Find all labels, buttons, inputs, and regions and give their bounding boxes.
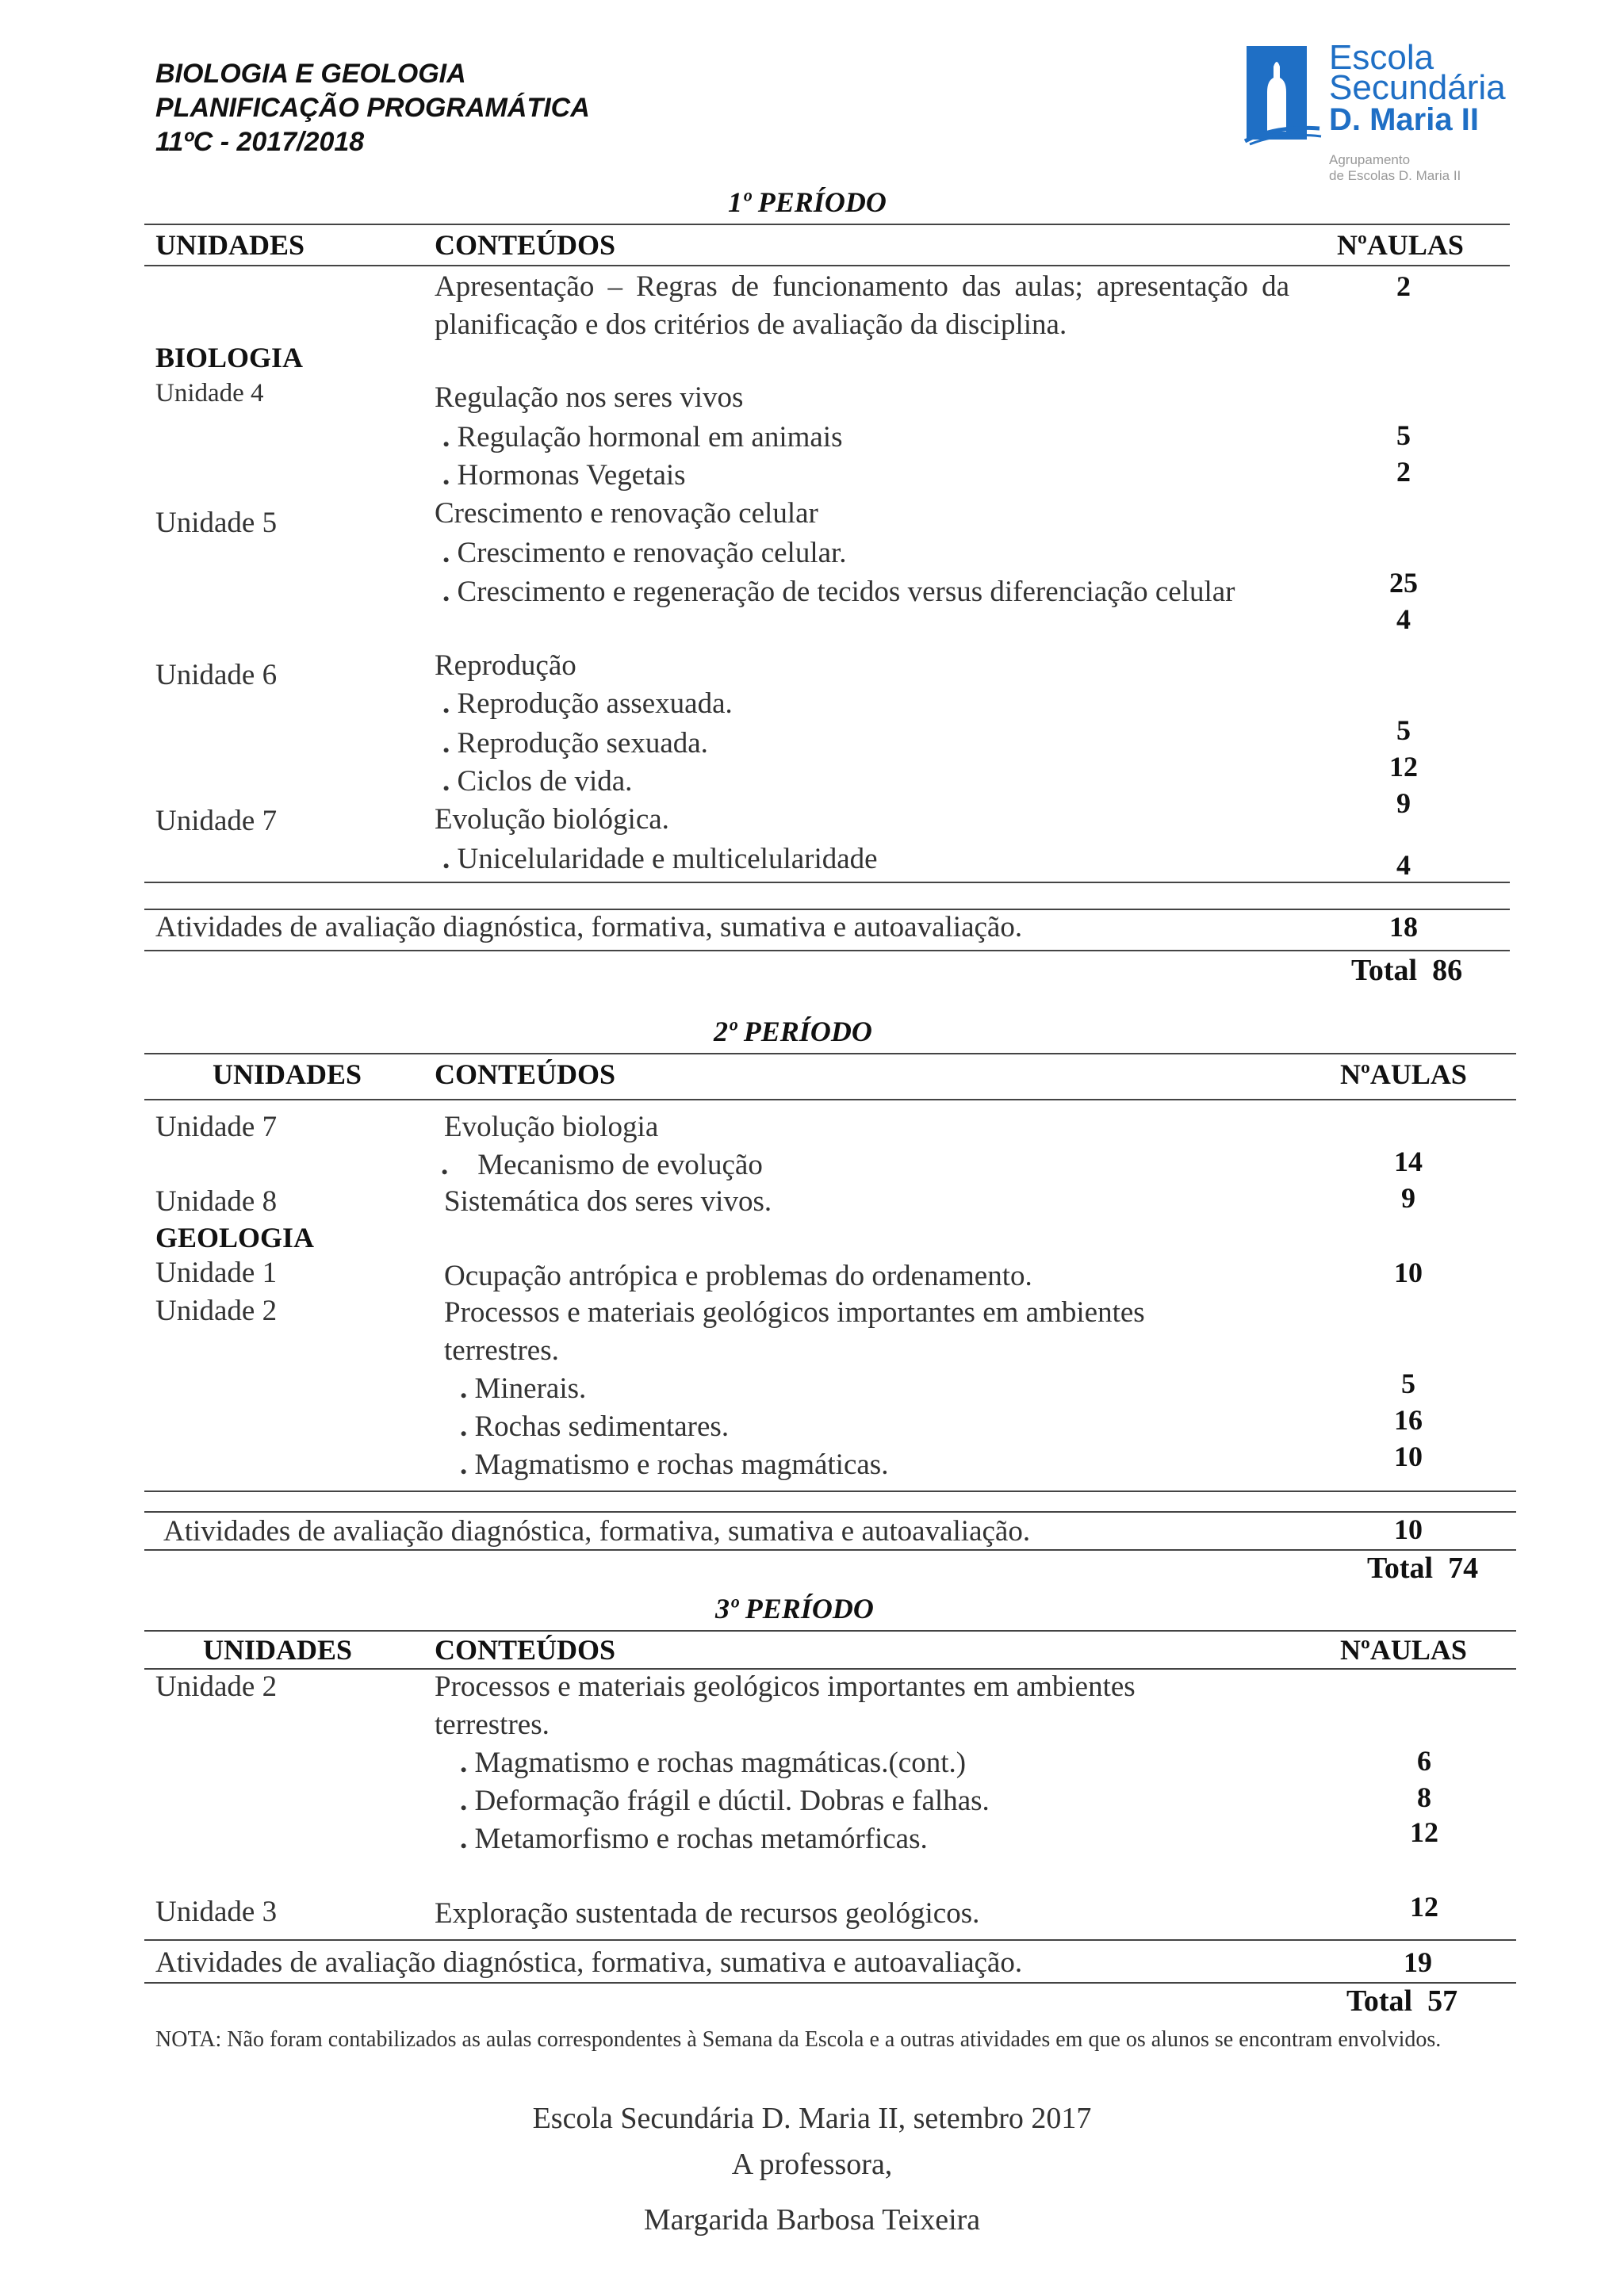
p1-intro: Apresentação – Regras de funcionamento das aulas; apresentação da planificação e dos critérios de avaliação da disciplina. [435, 270, 1289, 341]
logo-sub-1: Agrupamento [1329, 152, 1411, 167]
p1-u6-item-1 [442, 687, 733, 721]
divider [144, 1511, 1516, 1513]
p1-u6-aulas-3: 9 [1396, 787, 1411, 819]
bullet: . [442, 421, 450, 453]
p2-unit-8: Unidade 8 [155, 1185, 278, 1218]
p2-g2-item-3-label: Magmatismo e rochas magmáticas. [474, 1448, 889, 1481]
col-header-unidades: UNIDADES [155, 229, 305, 261]
col-header-conteudos: CONTEÚDOS [435, 1634, 616, 1666]
p1-unit-5: Unidade 5 [155, 507, 278, 539]
p2-g2-item-2-label: Rochas sedimentares. [474, 1410, 730, 1443]
p1-u7-item-1-aulas: 4 [1396, 849, 1411, 881]
p2-avaliacao: Atividades de avaliação diagnóstica, formativa, sumativa e autoavaliação. [163, 1515, 1031, 1548]
bullet: . [442, 765, 450, 798]
p1-u4-item-1 [442, 420, 843, 454]
p1-intro-aulas: 2 [1396, 270, 1411, 302]
divider [144, 1630, 1516, 1632]
p1-u5-item-1 [442, 536, 847, 570]
p3-u2-item-3 [460, 1822, 928, 1856]
p2-g2-item-1-label: Minerais. [474, 1372, 587, 1405]
p1-u5-title: Crescimento e renovação celular [435, 497, 818, 530]
col-header-conteudos: CONTEÚDOS [435, 1058, 616, 1090]
p2-u7-item-1 [441, 1148, 763, 1182]
p1-u5-item-2-label: Crescimento e regeneração de tecidos versus diferenciação celular [457, 576, 1235, 608]
bullet: . [460, 1747, 468, 1779]
p2-unit-1: Unidade 1 [155, 1257, 278, 1289]
logo-name-3: D. Maria II [1329, 102, 1479, 137]
p1-total [1351, 953, 1462, 988]
p2-g2-item-2 [460, 1410, 729, 1444]
period-2-title: 2º PERÍODO [714, 1016, 872, 1047]
p1-u4-item-2-label: Hormonas Vegetais [457, 459, 686, 492]
p2-total [1367, 1551, 1478, 1586]
p1-u7-item-1 [442, 842, 878, 876]
bullet: . [460, 1785, 468, 1817]
p1-u4-item-1-label: Regulação hormonal em animais [457, 421, 843, 453]
p3-total [1346, 1984, 1457, 2019]
bullet: . [442, 843, 450, 875]
divider [144, 950, 1510, 951]
p3-u2-title-1: Processos e materiais geológicos importantes em ambientes [435, 1670, 1136, 1703]
footer-place-date: Escola Secundária D. Maria II, setembro 2017 [532, 2102, 1092, 2135]
p2-avaliacao-aulas: 10 [1394, 1513, 1423, 1545]
logo-name-1: Escola [1329, 38, 1434, 77]
p1-u4-title: Regulação nos seres vivos [435, 381, 744, 414]
bullet: . [442, 727, 450, 760]
p2-g2-title-1: Processos e materiais geológicos importantes em ambientes [444, 1296, 1145, 1329]
divider [144, 1099, 1516, 1100]
p2-total-value: 74 [1448, 1552, 1479, 1585]
p2-u8-aulas: 9 [1401, 1182, 1415, 1214]
p1-u5-aulas-2: 4 [1396, 603, 1411, 635]
divider [144, 1939, 1516, 1941]
p3-u2-item-1-aulas: 6 [1417, 1745, 1431, 1777]
col-header-conteudos: CONTEÚDOS [435, 229, 616, 261]
p1-unit-6: Unidade 6 [155, 659, 278, 691]
p3-u2-item-2-aulas: 8 [1417, 1781, 1431, 1813]
bullet: . [460, 1372, 468, 1405]
nota: NOTA: Não foram contabilizados as aulas correspondentes à Semana da Escola e a outras atividades em que os alunos se encontram envolvidos. [155, 2027, 1442, 2052]
p1-total-value: 86 [1432, 954, 1463, 987]
bullet: . [460, 1448, 468, 1481]
p3-u2-item-3-label: Metamorfismo e rochas metamórficas. [474, 1823, 928, 1855]
p2-u7-item-1-aulas: 14 [1394, 1146, 1423, 1177]
p1-u4-item-1-aulas: 5 [1396, 419, 1411, 451]
p2-g1-aulas: 10 [1394, 1257, 1423, 1288]
p1-u5-aulas-1: 25 [1389, 567, 1418, 599]
p3-u2-item-1-label: Magmatismo e rochas magmáticas.(cont.) [474, 1747, 967, 1779]
p1-u6-item-3-label: Ciclos de vida. [457, 765, 633, 798]
period-3-title: 3º PERÍODO [715, 1593, 874, 1624]
p1-u6-item-2-label: Reprodução sexuada. [457, 727, 708, 760]
bullet: . [442, 576, 450, 608]
p1-u6-item-1-label: Reprodução assexuada. [457, 687, 733, 720]
bullet: . [442, 537, 450, 569]
footer-signature: Margarida Barbosa Teixeira [643, 2203, 981, 2237]
p3-avaliacao-aulas: 19 [1404, 1946, 1432, 1978]
p1-avaliacao-aulas: 18 [1389, 911, 1418, 943]
divider [144, 265, 1510, 266]
p2-g2-item-2-aulas: 16 [1394, 1404, 1423, 1436]
p2-g2-item-1 [460, 1372, 586, 1406]
p2-g2-item-1-aulas: 5 [1401, 1368, 1415, 1399]
footer-role: A professora, [731, 2148, 893, 2181]
p1-unit-7: Unidade 7 [155, 805, 278, 837]
col-header-aulas: NºAULAS [1340, 1634, 1467, 1666]
bullet: . [442, 459, 450, 492]
p2-unit-2: Unidade 2 [155, 1295, 278, 1327]
p1-u5-item-2 [442, 574, 1313, 610]
p2-g2-title-2: terrestres. [444, 1334, 559, 1367]
bullet: . [442, 687, 450, 720]
school-logo [1243, 38, 1553, 192]
p3-u2-item-1 [460, 1746, 966, 1780]
p1-u4-item-2-aulas: 2 [1396, 456, 1411, 488]
doc-title: PLANIFICAÇÃO PROGRAMÁTICA [155, 93, 590, 123]
p1-u6-title: Reprodução [435, 649, 576, 682]
p3-u3-title: Exploração sustentada de recursos geológicos. [435, 1897, 980, 1930]
divider [144, 224, 1510, 225]
col-header-unidades: UNIDADES [213, 1058, 362, 1090]
p1-u7-item-1-label: Unicelularidade e multicelularidade [457, 843, 878, 875]
p1-section-biologia: BIOLOGIA [155, 342, 304, 373]
p2-g2-item-3-aulas: 10 [1394, 1441, 1423, 1472]
p3-unit-2: Unidade 2 [155, 1670, 278, 1703]
doc-subject: BIOLOGIA E GEOLOGIA [155, 59, 466, 89]
logo-name-2: Secundária [1329, 68, 1506, 107]
p2-g2-item-3 [460, 1448, 888, 1482]
p3-total-label: Total [1346, 1984, 1413, 2018]
logo-sub-2: de Escolas D. Maria II [1329, 168, 1461, 183]
p1-u6-item-2 [442, 726, 708, 760]
bullet: . [441, 1149, 449, 1181]
p1-avaliacao: Atividades de avaliação diagnóstica, formativa, sumativa e autoavaliação. [155, 911, 1023, 943]
p1-u6-item-3 [442, 764, 632, 798]
col-header-aulas: NºAULAS [1337, 229, 1464, 261]
p2-section-geologia: GEOLOGIA [155, 1222, 315, 1253]
p1-u6-aulas-1: 5 [1396, 714, 1411, 746]
divider [144, 1490, 1516, 1492]
col-header-aulas: NºAULAS [1340, 1058, 1467, 1090]
bullet: . [460, 1823, 468, 1855]
p2-u7-title: Evolução biologia [444, 1111, 659, 1143]
p1-unit-4: Unidade 4 [155, 379, 264, 408]
p3-u2-title-2: terrestres. [435, 1709, 550, 1741]
p3-u2-item-2-label: Deformação frágil e dúctil. Dobras e falhas. [474, 1785, 990, 1817]
p1-u5-item-1-label: Crescimento e renovação celular. [457, 537, 847, 569]
p1-total-label: Total [1351, 954, 1418, 987]
divider [144, 1982, 1516, 1984]
p2-total-label: Total [1367, 1552, 1434, 1585]
p2-unit-7: Unidade 7 [155, 1111, 278, 1143]
p3-total-value: 57 [1427, 1984, 1458, 2018]
p3-avaliacao: Atividades de avaliação diagnóstica, formativa, sumativa e autoavaliação. [155, 1946, 1023, 1979]
p2-g1-title: Ocupação antrópica e problemas do ordenamento. [444, 1260, 1032, 1292]
period-1-title: 1º PERÍODO [728, 186, 887, 218]
doc-class-year: 11ºC - 2017/2018 [155, 127, 365, 157]
p3-u2-item-3-aulas: 12 [1410, 1816, 1438, 1848]
p1-u4-item-2 [442, 458, 686, 492]
p2-u7-item-1-label: Mecanismo de evolução [477, 1149, 763, 1181]
p3-u2-item-2 [460, 1784, 990, 1818]
school-logo-icon [1243, 43, 1323, 146]
divider [144, 1053, 1516, 1054]
p3-unit-3: Unidade 3 [155, 1896, 278, 1928]
bullet: . [460, 1410, 468, 1443]
p1-u7-title: Evolução biológica. [435, 803, 669, 836]
col-header-unidades: UNIDADES [203, 1634, 353, 1666]
p3-u3-aulas: 12 [1410, 1891, 1438, 1923]
divider [144, 1549, 1516, 1551]
p2-u8-title: Sistemática dos seres vivos. [444, 1185, 772, 1218]
p1-u6-aulas-2: 12 [1389, 751, 1418, 783]
divider [144, 882, 1510, 883]
